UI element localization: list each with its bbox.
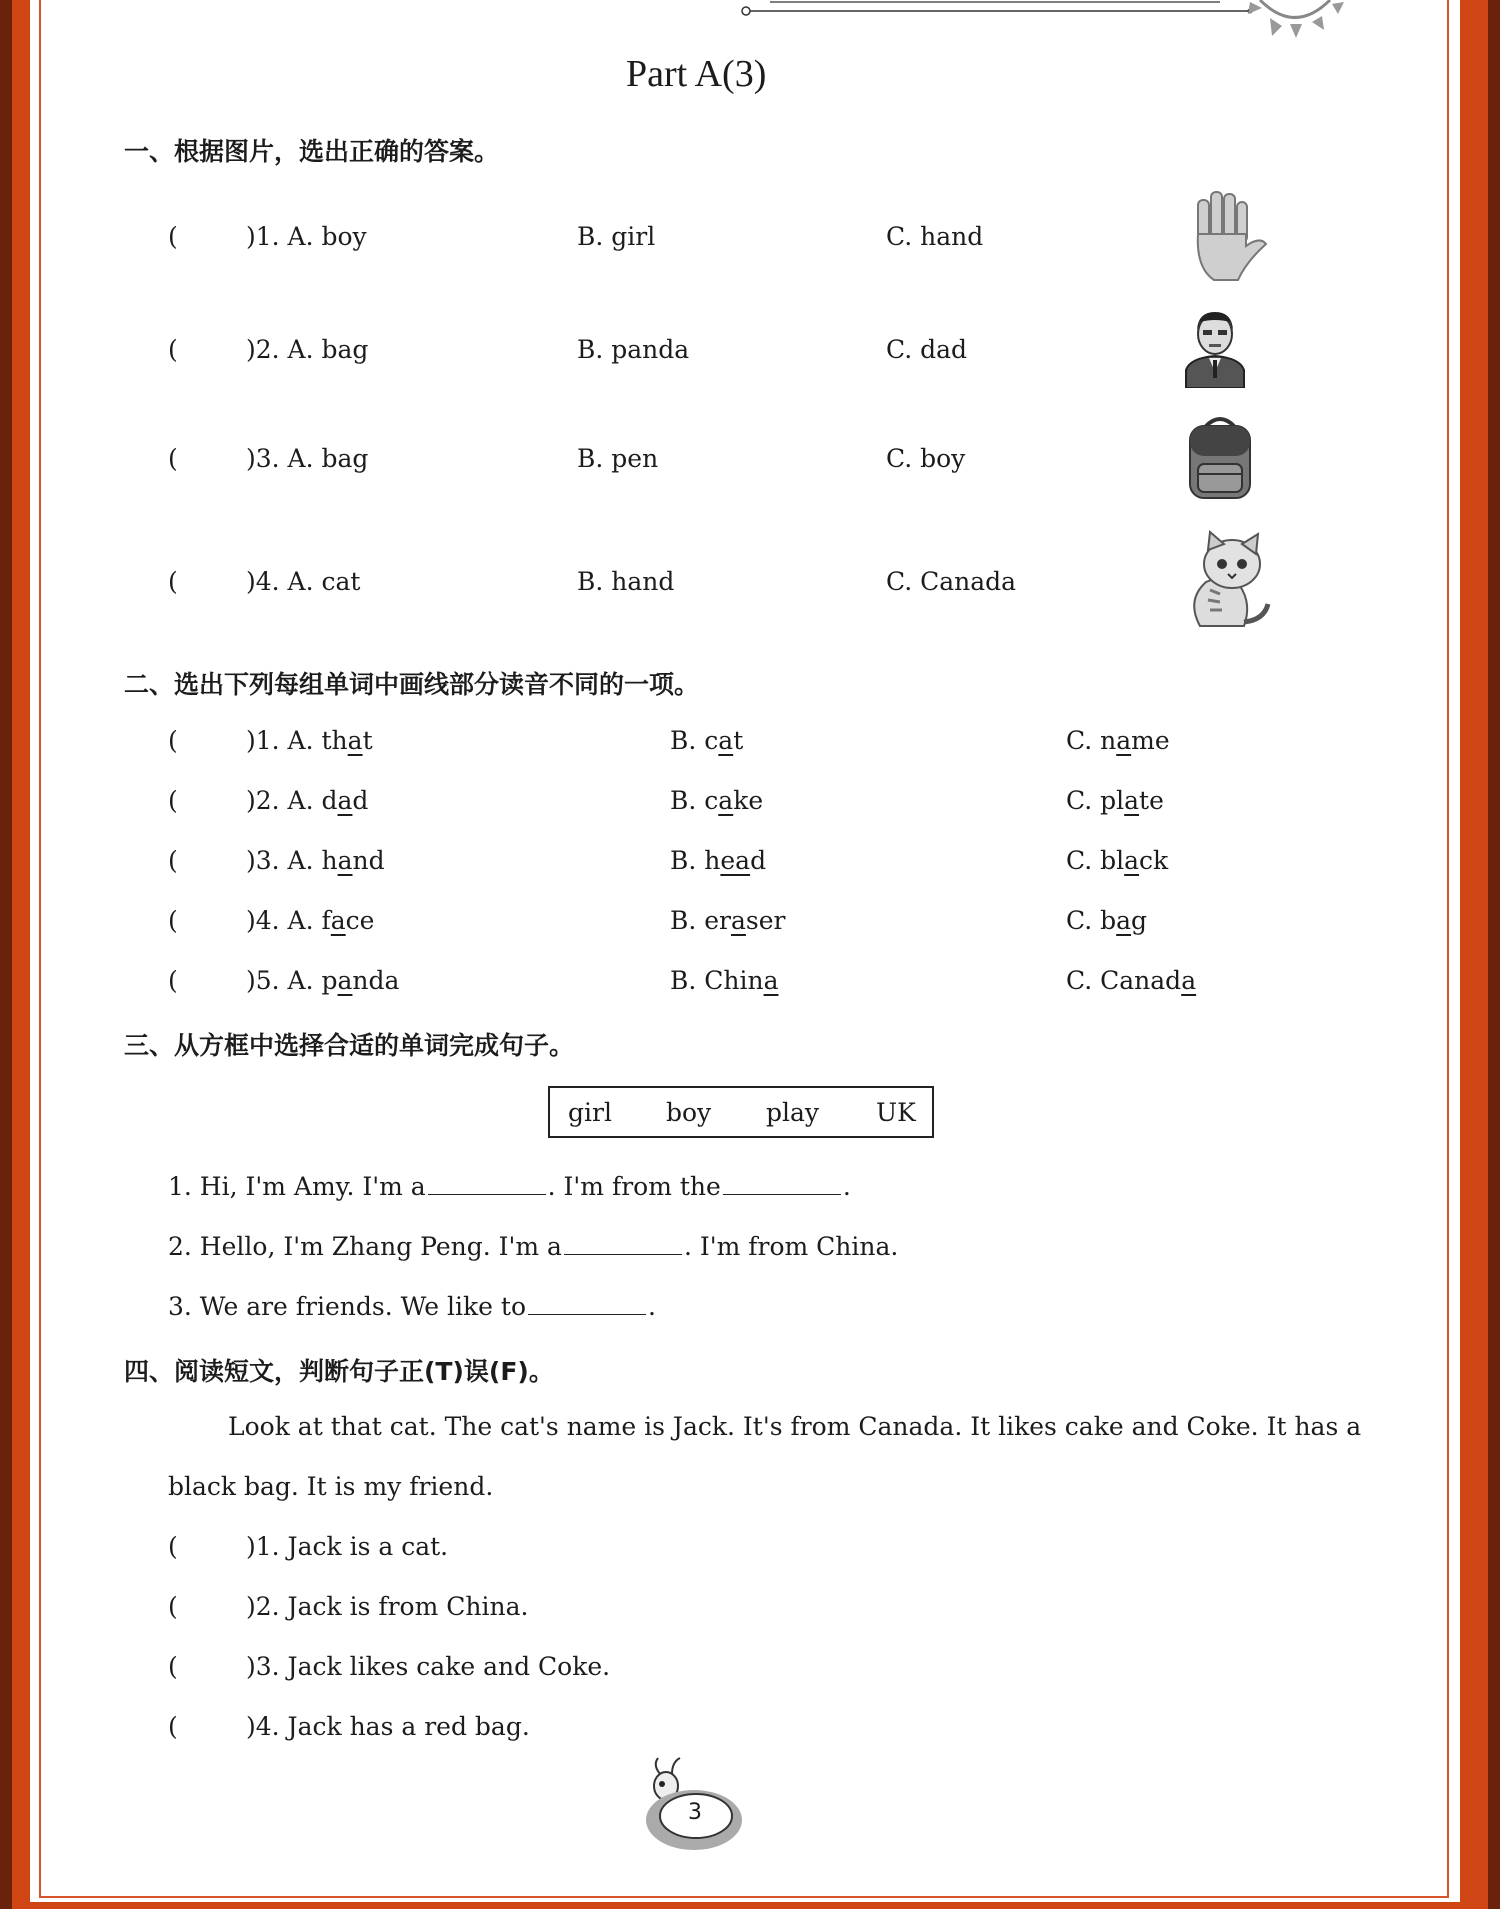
sun-decoration-icon xyxy=(1240,0,1350,42)
s2-q3-option-a: )3. A. hand xyxy=(246,846,385,875)
s2-q2-option-b: B. cake xyxy=(670,786,764,815)
word-bank-box xyxy=(548,1086,934,1138)
word-bank-word: UK xyxy=(876,1098,916,1127)
s2-q1-paren: ( xyxy=(168,726,178,755)
s2-q1-option-c: C. name xyxy=(1066,726,1170,755)
section-3-heading: 三、从方框中选择合适的单词完成句子。 xyxy=(124,1031,575,1060)
page-frame-right xyxy=(1488,0,1500,1909)
s4-q1-paren: ( xyxy=(168,1532,178,1561)
s3-sentence-1: 1. Hi, I'm Amy. I'm a . I'm from the . xyxy=(168,1172,851,1201)
s2-q5-paren: ( xyxy=(168,966,178,995)
s1-q4-option-b: B. hand xyxy=(577,567,675,596)
answer-blank[interactable] xyxy=(428,1172,546,1195)
cat-icon xyxy=(1180,530,1280,630)
snail-page-badge-icon xyxy=(632,1746,742,1852)
hand-icon xyxy=(1180,190,1272,282)
s2-q5-option-c: C. Canada xyxy=(1066,966,1197,995)
section-2-heading: 二、选出下列每组单词中画线部分读音不同的一项。 xyxy=(124,670,700,699)
s1-q3-paren: ( xyxy=(168,444,178,473)
s1-q3-option-a: )3. A. bag xyxy=(246,444,369,473)
header-decoration xyxy=(740,0,1260,40)
word-bank-word: play xyxy=(766,1098,820,1127)
s1-q1-option-b: B. girl xyxy=(577,222,656,251)
s1-q4-paren: ( xyxy=(168,567,178,596)
page-frame-left xyxy=(0,0,12,1909)
s2-q3-paren: ( xyxy=(168,846,178,875)
s2-q4-option-b: B. eraser xyxy=(670,906,786,935)
s4-q3-paren: ( xyxy=(168,1652,178,1681)
s2-q1-option-a: )1. A. that xyxy=(246,726,373,755)
s1-q1-paren: ( xyxy=(168,222,178,251)
page-number: 3 xyxy=(688,1800,702,1825)
s1-q2-option-c: C. dad xyxy=(886,335,968,364)
s2-q2-option-c: C. plate xyxy=(1066,786,1164,815)
s2-q2-option-a: )2. A. dad xyxy=(246,786,369,815)
s4-statement-3: )3. Jack likes cake and Coke. xyxy=(246,1652,611,1681)
s1-q1-option-c: C. hand xyxy=(886,222,984,251)
s1-q4-option-a: )4. A. cat xyxy=(246,567,361,596)
backpack-icon xyxy=(1182,414,1258,500)
s2-q2-paren: ( xyxy=(168,786,178,815)
s4-q4-paren: ( xyxy=(168,1712,178,1741)
section-1-heading: 一、根据图片，选出正确的答案。 xyxy=(124,137,500,166)
s1-q2-paren: ( xyxy=(168,335,178,364)
answer-blank[interactable] xyxy=(564,1232,682,1255)
answer-blank[interactable] xyxy=(528,1292,646,1315)
s1-q2-option-a: )2. A. bag xyxy=(246,335,369,364)
s1-q2-option-b: B. panda xyxy=(577,335,690,364)
s4-statement-1: )1. Jack is a cat. xyxy=(246,1532,449,1561)
s2-q3-option-c: C. black xyxy=(1066,846,1169,875)
s1-q3-option-c: C. boy xyxy=(886,444,966,473)
s4-q2-paren: ( xyxy=(168,1592,178,1621)
word-bank-word: girl xyxy=(568,1098,612,1127)
passage-line-2: black bag. It is my friend. xyxy=(168,1472,494,1501)
s4-statement-2: )2. Jack is from China. xyxy=(246,1592,529,1621)
section-4-heading: 四、阅读短文，判断句子正(T)误(F)。 xyxy=(124,1357,554,1386)
s2-q1-option-b: B. cat xyxy=(670,726,744,755)
s1-q4-option-c: C. Canada xyxy=(886,567,1017,596)
man-icon xyxy=(1180,308,1250,388)
s1-q3-option-b: B. pen xyxy=(577,444,659,473)
s2-q3-option-b: B. head xyxy=(670,846,767,875)
s2-q4-option-c: C. bag xyxy=(1066,906,1148,935)
s2-q4-option-a: )4. A. face xyxy=(246,906,375,935)
s2-q5-option-b: B. China xyxy=(670,966,779,995)
s2-q5-option-a: )5. A. panda xyxy=(246,966,400,995)
s3-sentence-3: 3. We are friends. We like to . xyxy=(168,1292,656,1321)
passage-line-1: Look at that cat. The cat's name is Jack. It's from Canada. It likes cake and Coke. It has a xyxy=(228,1412,1362,1441)
page-title: Part A(3) xyxy=(626,53,767,95)
s1-q1-option-a: )1. A. boy xyxy=(246,222,367,251)
s2-q4-paren: ( xyxy=(168,906,178,935)
answer-blank[interactable] xyxy=(723,1172,841,1195)
s4-statement-4: )4. Jack has a red bag. xyxy=(246,1712,530,1741)
worksheet-page xyxy=(30,0,1460,1902)
word-bank-word: boy xyxy=(666,1098,712,1127)
s3-sentence-2: 2. Hello, I'm Zhang Peng. I'm a . I'm from China. xyxy=(168,1232,899,1261)
